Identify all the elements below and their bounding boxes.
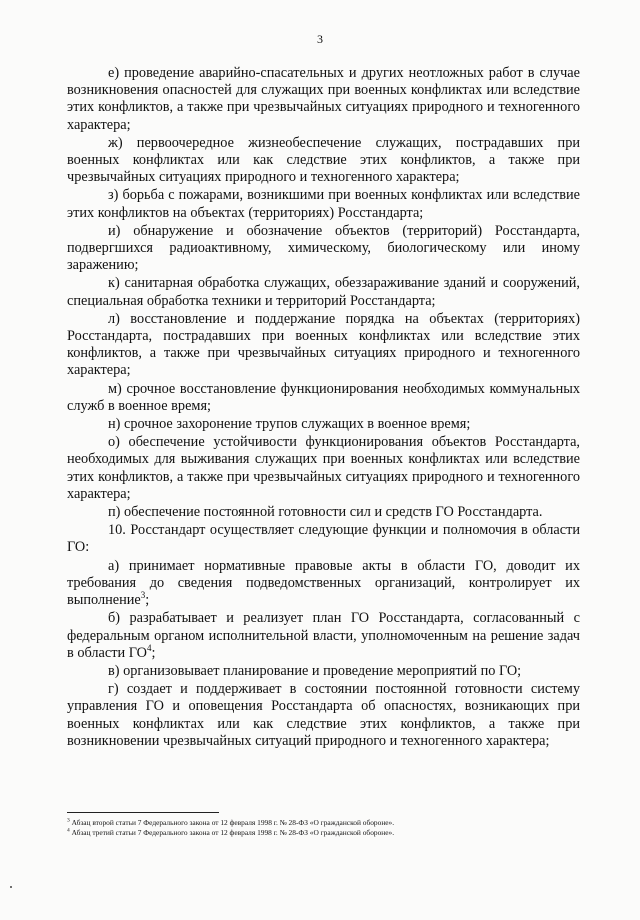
- paragraph-z: з) борьба с пожарами, возникшими при военных конфликтах или вследствие этих конфликтов на объектах (территориях) Росстандарта;: [67, 187, 580, 221]
- footnote-4: [67, 828, 580, 838]
- paragraph-a-text: а) принимает нормативные правовые акты в области ГО, доводит их требования до сведения подведомственных организаций, контролирует их выполнение: [67, 557, 580, 609]
- footnote-divider: [67, 812, 219, 813]
- paragraph-b-text: б) разрабатывает и реализует план ГО Росстандарта, согласованный с федеральным органом исполнительной власти, уполномоченным на решение задач в области ГО: [67, 610, 580, 661]
- paragraph-b: [67, 610, 580, 662]
- paragraph-p: п) обеспечение постоянной готовности сил и средств ГО Росстандарта.: [108, 504, 543, 521]
- footnote-ref-3[interactable]: 3: [140, 590, 146, 601]
- paragraph-a-tail: ;: [145, 592, 150, 609]
- footnote-4-text: Абзац третий статьи 7 Федерального закона от 12 февраля 1998 г. № 28-ФЗ «О гражданской обороне».: [71, 828, 395, 837]
- paragraph-k: к) санитарная обработка служащих, обеззараживание зданий и сооружений, специальная обработка техники и территорий Росстандарта;: [67, 275, 580, 309]
- footnote-3-text: Абзац второй статьи 7 Федерального закона от 12 февраля 1998 г. № 28-ФЗ «О гражданской обороне».: [71, 818, 395, 827]
- footnote-ref-4[interactable]: 4: [146, 642, 152, 653]
- footnotes: [67, 818, 580, 838]
- section-10-heading: 10. Росстандарт осуществляет следующие функции и полномочия в области ГО:: [67, 522, 580, 556]
- paragraph-i: и) обнаружение и обозначение объектов (территорий) Росстандарта, подвергшихся радиоактивному, химическому, биологическому или иному заражению;: [67, 222, 580, 274]
- paragraph-l: л) восстановление и поддержание порядка на объектах (территориях) Росстандарта, пострадавших при военных конфликтах или вследствие этих конфликтов, а также при чрезвычайных ситуациях природного и техногенного характера;: [67, 310, 580, 379]
- paragraph-v: в) организовывает планирование и проведение мероприятий по ГО;: [108, 662, 522, 679]
- paragraph-b-tail: ;: [151, 644, 156, 661]
- footnote-3-number: 3: [67, 817, 70, 824]
- document-body: [67, 65, 580, 750]
- footnote-3: [67, 818, 580, 828]
- paragraph-e: е) проведение аварийно-спасательных и других неотложных работ в случае возникновения опасностей для служащих при военных конфликтах или вследствие этих конфликтов, а также при чрезвычайных ситуациях природного и техногенного характера;: [67, 65, 580, 133]
- paragraph-m: м) срочное восстановление функционирования необходимых коммунальных служб в военное время;: [67, 380, 580, 414]
- page-number: 3: [317, 32, 323, 46]
- scan-speck: [10, 886, 12, 888]
- paragraph-n: н) срочное захоронение трупов служащих в военное время;: [108, 416, 471, 433]
- paragraph-o: о) обеспечение устойчивости функционирования объектов Росстандарта, необходимых для выживания служащих при военных конфликтах или вследствие этих конфликтов, а также при чрезвычайных ситуациях природного и техногенного характера;: [67, 434, 580, 502]
- paragraph-g: г) создает и поддерживает в состоянии постоянной готовности систему управления ГО и оповещения Росстандарта об опасностях, возникающих при военных конфликтах или как следствие этих конфликтов, а также при возникновении чрезвычайных ситуаций природного и техногенного характера;: [67, 681, 580, 749]
- paragraph-zh: ж) первоочередное жизнеобеспечение служащих, пострадавших при военных конфликтах или как следствие этих конфликтов, а также при чрезвычайных ситуациях природного и техногенного характера;: [67, 134, 580, 186]
- footnote-4-number: 4: [67, 827, 70, 834]
- paragraph-a: [67, 558, 580, 610]
